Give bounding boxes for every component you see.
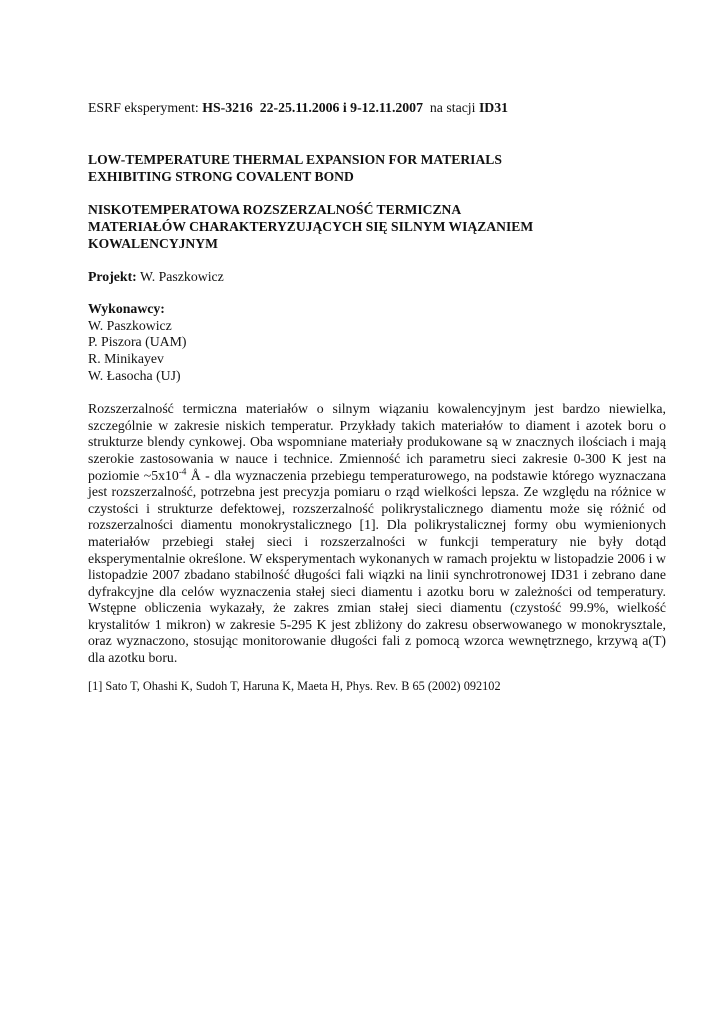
polish-title-line-2: MATERIAŁÓW CHARAKTERYZUJĄCYCH SIĘ SILNYM WIĄZANIEM: [88, 219, 534, 235]
abstract-text-part-1: Rozszerzalność termiczna materiałów o silnym wiązaniu kowalencyjnym jest bardzo niewielka, szczególnie w zakresie niskich temperatur. Przykłady takich materiałów to diament i azotek boru o strukturze blendy cynkowej. Oba wspomniane materiały produkowane są w znacznych ilościach i mają szerokie zastosowania w nauce i technice. Zmienność ich parametru sieci zakresie 0-300 K jest na poziomie ~5x10: [88, 401, 666, 483]
polish-title-line-1: NISKOTEMPERATOWA ROZSZERZALNOŚĆ TERMICZNA: [88, 202, 462, 217]
abstract-paragraph: [88, 401, 666, 667]
english-title: [88, 151, 666, 185]
team-member: R. Minikayev: [88, 350, 164, 366]
team-member: W. Łasocha (UJ): [88, 367, 181, 383]
team-heading: Wykonawcy:: [88, 301, 165, 317]
project-line: [88, 269, 666, 286]
team-member: W. Paszkowicz: [88, 317, 172, 333]
polish-title-line-3: KOWALENCYJNYM: [88, 236, 218, 252]
abstract-exponent: -4: [178, 465, 187, 476]
project-label: Projekt:: [88, 268, 137, 284]
experiment-dates: 22-25.11.2006 i 9-12.11.2007: [259, 100, 423, 115]
abstract-text-part-2: Å - dla wyznaczenia przebiegu temperaturowego, na podstawie którego wyznaczana jest rozszerzalność, potrzebna jest precyzja pomiaru o rząd wielkości lepsza. Ze względu na różnice w czystości i strukturze defektowej, rozszerzalność polikrystalicznego diamentu może się różnić od rozszerzalności diamentu monokrystalicznego [1]. Dla polikrystalicznej formy obu wymienionych materiałów przebiegi stałej sieci i rozszerzalności w funkcji temperatury nie były dotąd eksperymentalnie określone. W eksperymentach wykonanych w ramach projektu w listopadzie 2006 i w listopadzie 2007 zbadano stabilność długości fali wiązki na linii synchrotronowej ID31 i zebrano dane dyfrakcyjne dla celów wyznaczenia stałej sieci diamentu i azotku boru w zależności od temperatury. Wstępne obliczenia wykazały, że zakres zmian stałej sieci diamentu (czystość 99.9%, wielkość krystalitów 1 mikron) w zakresie 5-295 K jest zbliżony do zakresu obserwowanego w monokrysztale, oraz wyznaczono, stosując monitorowanie długości fali z pomocą wzorca wewnętrznego, krzywą a(T) dla azotku boru.: [88, 467, 667, 666]
experiment-id: HS-3216: [202, 100, 253, 115]
document-content: [88, 100, 666, 694]
english-title-line-1: LOW-TEMPERATURE THERMAL EXPANSION FOR MATERIALS: [88, 151, 502, 167]
english-title-line-2: EXHIBITING STRONG COVALENT BOND: [88, 168, 354, 184]
header-prefix: ESRF eksperyment:: [88, 100, 199, 115]
team-member: P. Piszora (UAM): [88, 334, 187, 350]
reference-entry: [1] Sato T, Ohashi K, Sudoh T, Haruna K, Maeta H, Phys. Rev. B 65 (2002) 092102: [88, 678, 501, 693]
station-name: ID31: [478, 100, 509, 115]
project-leader: W. Paszkowicz: [139, 268, 224, 284]
polish-title: [88, 201, 666, 253]
experiment-header: [88, 100, 666, 117]
team-list: [88, 318, 666, 384]
station-prefix: na stacji: [429, 100, 476, 115]
